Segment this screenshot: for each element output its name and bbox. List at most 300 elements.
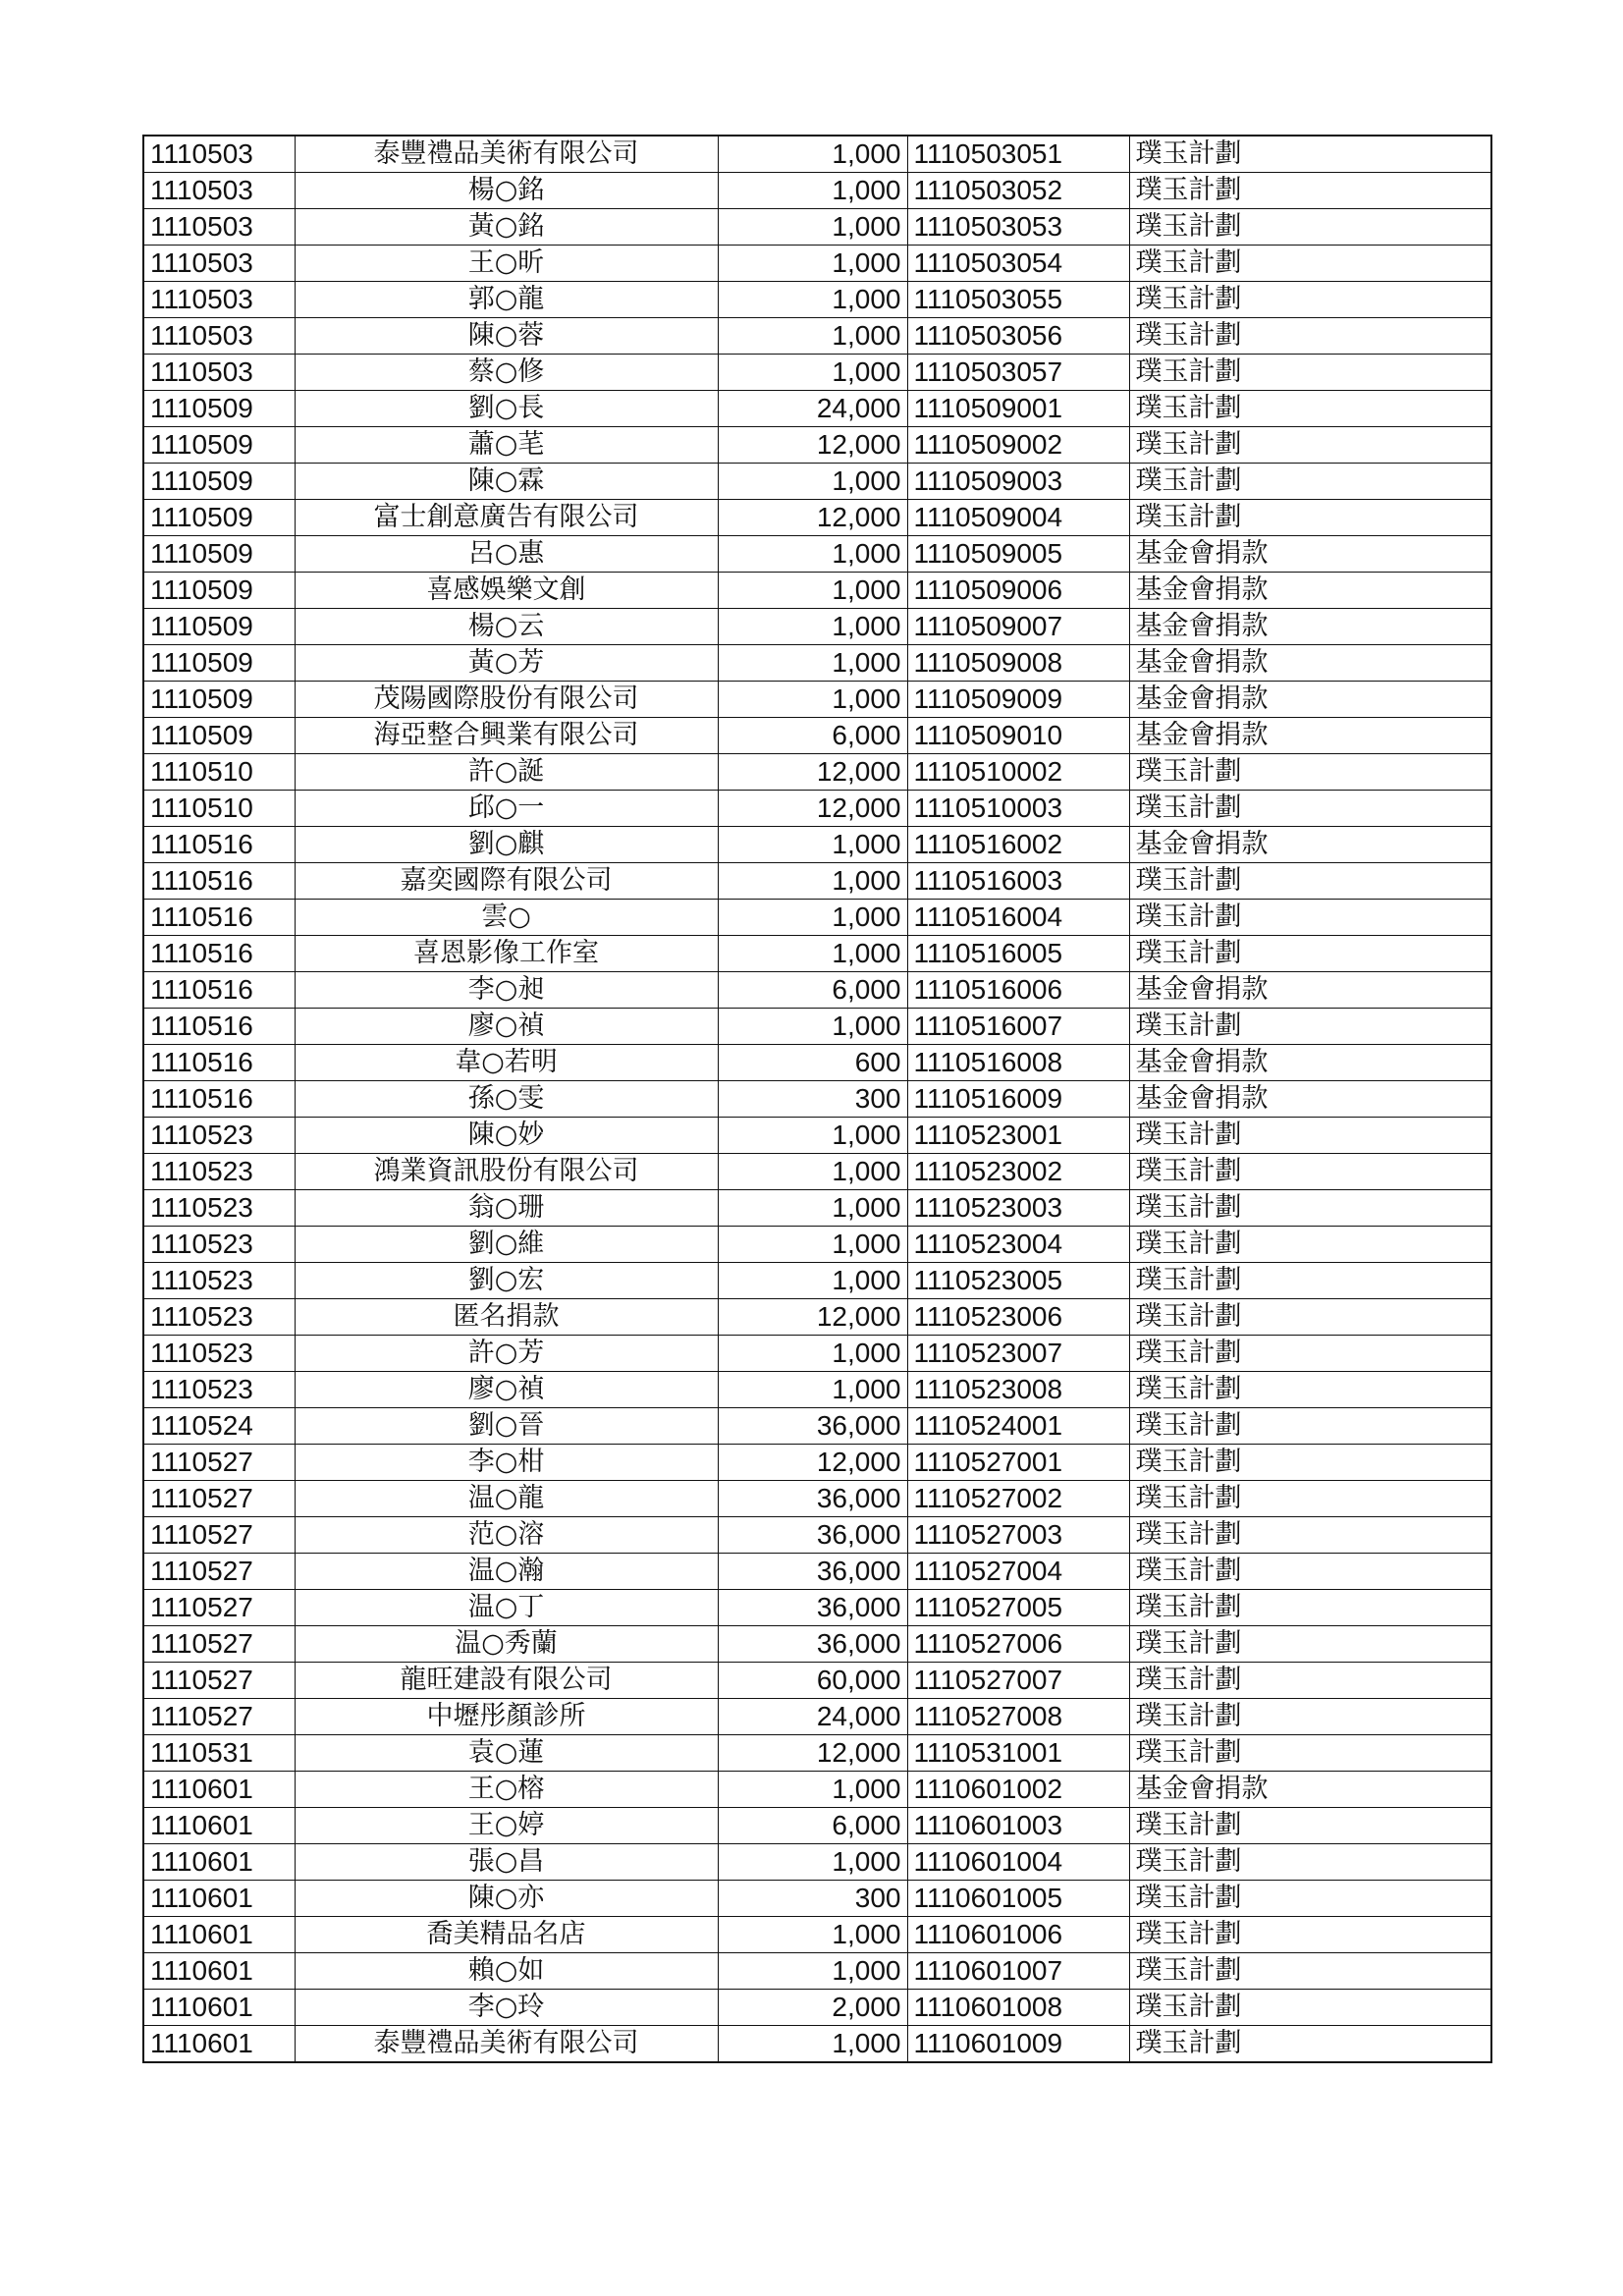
donation-amount: 1,000 [718, 464, 907, 500]
donation-date: 1110516 [143, 1009, 295, 1045]
receipt-number: 1110509003 [907, 464, 1129, 500]
receipt-number: 1110503052 [907, 173, 1129, 209]
table-row [143, 1408, 1491, 1445]
donation-amount: 12,000 [718, 427, 907, 464]
donation-amount: 1,000 [718, 1009, 907, 1045]
donation-purpose: 璞玉計劃 [1129, 1663, 1491, 1699]
donation-purpose: 璞玉計劃 [1129, 173, 1491, 209]
donation-date: 1110503 [143, 318, 295, 355]
donor-name: 韋○若明 [295, 1045, 718, 1081]
donation-date: 1110510 [143, 791, 295, 827]
donation-amount: 300 [718, 1081, 907, 1118]
donor-name: 楊○云 [295, 609, 718, 645]
donor-name: 陳○妙 [295, 1118, 718, 1154]
donation-amount: 6,000 [718, 972, 907, 1009]
donation-purpose: 璞玉計劃 [1129, 900, 1491, 936]
table-row [143, 1190, 1491, 1227]
donation-date: 1110516 [143, 936, 295, 972]
donor-name: 喬美精品名店 [295, 1917, 718, 1953]
donation-amount: 12,000 [718, 500, 907, 536]
receipt-number: 1110503054 [907, 246, 1129, 282]
donation-date: 1110523 [143, 1299, 295, 1336]
donation-date: 1110509 [143, 536, 295, 573]
donation-amount: 36,000 [718, 1408, 907, 1445]
donation-date: 1110527 [143, 1699, 295, 1735]
donation-purpose: 璞玉計劃 [1129, 1372, 1491, 1408]
receipt-number: 1110509009 [907, 682, 1129, 718]
donation-purpose: 璞玉計劃 [1129, 1881, 1491, 1917]
donor-name: 許○芳 [295, 1336, 718, 1372]
table-row [143, 1009, 1491, 1045]
receipt-number: 1110516002 [907, 827, 1129, 863]
table-row [143, 754, 1491, 791]
donation-date: 1110523 [143, 1263, 295, 1299]
donation-purpose: 基金會捐款 [1129, 573, 1491, 609]
table-row [143, 536, 1491, 573]
donation-amount: 1,000 [718, 645, 907, 682]
donation-date: 1110531 [143, 1735, 295, 1772]
donation-date: 1110509 [143, 427, 295, 464]
donation-purpose: 璞玉計劃 [1129, 1481, 1491, 1517]
donation-purpose: 璞玉計劃 [1129, 1953, 1491, 1990]
donation-amount: 6,000 [718, 718, 907, 754]
donation-date: 1110601 [143, 1953, 295, 1990]
donation-purpose: 璞玉計劃 [1129, 936, 1491, 972]
donation-purpose: 基金會捐款 [1129, 682, 1491, 718]
donation-amount: 12,000 [718, 1445, 907, 1481]
donation-date: 1110503 [143, 246, 295, 282]
donation-purpose: 基金會捐款 [1129, 1772, 1491, 1808]
donation-purpose: 璞玉計劃 [1129, 1445, 1491, 1481]
donation-purpose: 璞玉計劃 [1129, 1009, 1491, 1045]
table-row [143, 173, 1491, 209]
donation-purpose: 璞玉計劃 [1129, 791, 1491, 827]
donation-purpose: 璞玉計劃 [1129, 1408, 1491, 1445]
donation-amount: 12,000 [718, 1299, 907, 1336]
donation-date: 1110509 [143, 464, 295, 500]
donation-table-body [143, 136, 1491, 2062]
donor-name: 廖○禎 [295, 1372, 718, 1408]
donor-name: 袁○蓮 [295, 1735, 718, 1772]
donor-name: 許○誕 [295, 754, 718, 791]
donation-amount: 300 [718, 1881, 907, 1917]
table-row [143, 1844, 1491, 1881]
donation-amount: 1,000 [718, 1372, 907, 1408]
donor-name: 海亞整合興業有限公司 [295, 718, 718, 754]
receipt-number: 1110523002 [907, 1154, 1129, 1190]
donation-date: 1110601 [143, 2026, 295, 2063]
receipt-number: 1110527008 [907, 1699, 1129, 1735]
donation-date: 1110601 [143, 1917, 295, 1953]
donation-date: 1110601 [143, 1881, 295, 1917]
donation-purpose: 璞玉計劃 [1129, 464, 1491, 500]
donor-name: 范○溶 [295, 1517, 718, 1554]
receipt-number: 1110503053 [907, 209, 1129, 246]
receipt-number: 1110523008 [907, 1372, 1129, 1408]
donation-date: 1110523 [143, 1336, 295, 1372]
donation-date: 1110509 [143, 391, 295, 427]
donation-amount: 36,000 [718, 1481, 907, 1517]
table-row [143, 1881, 1491, 1917]
donor-name: 李○玲 [295, 1990, 718, 2026]
table-row [143, 645, 1491, 682]
table-row [143, 718, 1491, 754]
donation-amount: 2,000 [718, 1990, 907, 2026]
donation-amount: 1,000 [718, 900, 907, 936]
table-row [143, 1118, 1491, 1154]
donor-name: 李○柑 [295, 1445, 718, 1481]
donor-name: 郭○龍 [295, 282, 718, 318]
receipt-number: 1110523004 [907, 1227, 1129, 1263]
donation-purpose: 璞玉計劃 [1129, 754, 1491, 791]
receipt-number: 1110601003 [907, 1808, 1129, 1844]
receipt-number: 1110516009 [907, 1081, 1129, 1118]
donation-date: 1110510 [143, 754, 295, 791]
table-row [143, 1517, 1491, 1554]
donation-purpose: 璞玉計劃 [1129, 1990, 1491, 2026]
table-row [143, 282, 1491, 318]
donation-amount: 1,000 [718, 1953, 907, 1990]
donation-purpose: 璞玉計劃 [1129, 1626, 1491, 1663]
receipt-number: 1110601009 [907, 2026, 1129, 2063]
donation-date: 1110527 [143, 1445, 295, 1481]
table-row [143, 500, 1491, 536]
donor-name: 温○丁 [295, 1590, 718, 1626]
donation-amount: 1,000 [718, 609, 907, 645]
donation-purpose: 璞玉計劃 [1129, 1299, 1491, 1336]
donation-amount: 1,000 [718, 1336, 907, 1372]
donation-amount: 1,000 [718, 1772, 907, 1808]
donation-date: 1110601 [143, 1844, 295, 1881]
donation-amount: 1,000 [718, 136, 907, 173]
donation-purpose: 基金會捐款 [1129, 827, 1491, 863]
donation-purpose: 璞玉計劃 [1129, 1118, 1491, 1154]
donation-amount: 60,000 [718, 1663, 907, 1699]
donation-date: 1110601 [143, 1808, 295, 1844]
table-row [143, 1045, 1491, 1081]
donation-date: 1110524 [143, 1408, 295, 1445]
donor-name: 温○瀚 [295, 1554, 718, 1590]
donor-name: 廖○禎 [295, 1009, 718, 1045]
receipt-number: 1110516008 [907, 1045, 1129, 1081]
donor-name: 黃○銘 [295, 209, 718, 246]
donation-date: 1110516 [143, 827, 295, 863]
donation-date: 1110503 [143, 282, 295, 318]
receipt-number: 1110516007 [907, 1009, 1129, 1045]
donation-amount: 1,000 [718, 1118, 907, 1154]
donation-purpose: 璞玉計劃 [1129, 1917, 1491, 1953]
table-row [143, 1554, 1491, 1590]
table-row [143, 1372, 1491, 1408]
table-row [143, 1445, 1491, 1481]
donation-amount: 1,000 [718, 863, 907, 900]
table-row [143, 1481, 1491, 1517]
table-row [143, 355, 1491, 391]
donor-name: 翁○珊 [295, 1190, 718, 1227]
donor-name: 李○昶 [295, 972, 718, 1009]
table-row [143, 827, 1491, 863]
donation-amount: 1,000 [718, 682, 907, 718]
table-row [143, 464, 1491, 500]
donation-date: 1110516 [143, 900, 295, 936]
donation-date: 1110523 [143, 1154, 295, 1190]
table-row [143, 863, 1491, 900]
donation-date: 1110523 [143, 1118, 295, 1154]
table-row [143, 1953, 1491, 1990]
donor-name: 温○秀蘭 [295, 1626, 718, 1663]
donor-name: 劉○維 [295, 1227, 718, 1263]
donation-date: 1110527 [143, 1663, 295, 1699]
table-row [143, 1735, 1491, 1772]
donor-name: 陳○蓉 [295, 318, 718, 355]
donor-name: 喜恩影像工作室 [295, 936, 718, 972]
donor-name: 陳○霖 [295, 464, 718, 500]
donation-amount: 1,000 [718, 936, 907, 972]
donor-name: 張○昌 [295, 1844, 718, 1881]
donation-amount: 1,000 [718, 1190, 907, 1227]
table-row [143, 1299, 1491, 1336]
donor-name: 陳○亦 [295, 1881, 718, 1917]
receipt-number: 1110523006 [907, 1299, 1129, 1336]
donation-date: 1110509 [143, 573, 295, 609]
donation-date: 1110503 [143, 136, 295, 173]
donation-date: 1110516 [143, 972, 295, 1009]
donation-amount: 1,000 [718, 2026, 907, 2063]
receipt-number: 1110531001 [907, 1735, 1129, 1772]
receipt-number: 1110510002 [907, 754, 1129, 791]
receipt-number: 1110524001 [907, 1408, 1129, 1445]
receipt-number: 1110523003 [907, 1190, 1129, 1227]
donor-name: 喜感娛樂文創 [295, 573, 718, 609]
donation-date: 1110509 [143, 718, 295, 754]
donor-name: 雲○ [295, 900, 718, 936]
receipt-number: 1110516005 [907, 936, 1129, 972]
donor-name: 泰豐禮品美術有限公司 [295, 2026, 718, 2063]
receipt-number: 1110523005 [907, 1263, 1129, 1299]
table-row [143, 900, 1491, 936]
table-row [143, 609, 1491, 645]
table-row [143, 682, 1491, 718]
donor-name: 賴○如 [295, 1953, 718, 1990]
donor-name: 蕭○芼 [295, 427, 718, 464]
donation-purpose: 璞玉計劃 [1129, 1844, 1491, 1881]
table-row [143, 936, 1491, 972]
donation-amount: 1,000 [718, 1263, 907, 1299]
donor-name: 鴻業資訊股份有限公司 [295, 1154, 718, 1190]
donation-date: 1110527 [143, 1554, 295, 1590]
receipt-number: 1110503057 [907, 355, 1129, 391]
donation-date: 1110509 [143, 682, 295, 718]
table-row [143, 1227, 1491, 1263]
table-row [143, 1663, 1491, 1699]
receipt-number: 1110523007 [907, 1336, 1129, 1372]
table-row [143, 1808, 1491, 1844]
donation-purpose: 基金會捐款 [1129, 718, 1491, 754]
receipt-number: 1110527004 [907, 1554, 1129, 1590]
receipt-number: 1110509004 [907, 500, 1129, 536]
table-row [143, 136, 1491, 173]
donation-purpose: 璞玉計劃 [1129, 355, 1491, 391]
donation-date: 1110523 [143, 1372, 295, 1408]
table-row [143, 1699, 1491, 1735]
donation-amount: 1,000 [718, 1154, 907, 1190]
donation-amount: 1,000 [718, 1844, 907, 1881]
donation-amount: 1,000 [718, 1917, 907, 1953]
donor-name: 温○龍 [295, 1481, 718, 1517]
donation-purpose: 璞玉計劃 [1129, 427, 1491, 464]
donation-amount: 1,000 [718, 827, 907, 863]
donation-purpose: 基金會捐款 [1129, 536, 1491, 573]
donation-purpose: 基金會捐款 [1129, 1045, 1491, 1081]
donation-purpose: 基金會捐款 [1129, 972, 1491, 1009]
donation-amount: 600 [718, 1045, 907, 1081]
receipt-number: 1110527003 [907, 1517, 1129, 1554]
table-row [143, 209, 1491, 246]
donation-amount: 12,000 [718, 754, 907, 791]
table-row [143, 1772, 1491, 1808]
receipt-number: 1110509001 [907, 391, 1129, 427]
receipt-number: 1110516003 [907, 863, 1129, 900]
donation-date: 1110527 [143, 1626, 295, 1663]
donation-purpose: 璞玉計劃 [1129, 1263, 1491, 1299]
donor-name: 楊○銘 [295, 173, 718, 209]
table-row [143, 318, 1491, 355]
table-row [143, 1263, 1491, 1299]
donor-name: 富士創意廣告有限公司 [295, 500, 718, 536]
donation-date: 1110527 [143, 1517, 295, 1554]
table-row [143, 1590, 1491, 1626]
donation-date: 1110509 [143, 500, 295, 536]
table-row [143, 391, 1491, 427]
donation-amount: 1,000 [718, 282, 907, 318]
receipt-number: 1110527001 [907, 1445, 1129, 1481]
donation-purpose: 璞玉計劃 [1129, 1735, 1491, 1772]
donation-date: 1110503 [143, 355, 295, 391]
donation-date: 1110503 [143, 173, 295, 209]
receipt-number: 1110527005 [907, 1590, 1129, 1626]
donor-name: 龍旺建設有限公司 [295, 1663, 718, 1699]
donation-date: 1110503 [143, 209, 295, 246]
donation-amount: 6,000 [718, 1808, 907, 1844]
table-row [143, 1626, 1491, 1663]
receipt-number: 1110527007 [907, 1663, 1129, 1699]
table-row [143, 791, 1491, 827]
receipt-number: 1110527002 [907, 1481, 1129, 1517]
receipt-number: 1110527006 [907, 1626, 1129, 1663]
table-row [143, 1990, 1491, 2026]
donation-amount: 1,000 [718, 209, 907, 246]
donation-date: 1110523 [143, 1190, 295, 1227]
donor-name: 蔡○修 [295, 355, 718, 391]
receipt-number: 1110601004 [907, 1844, 1129, 1881]
donation-purpose: 璞玉計劃 [1129, 318, 1491, 355]
donation-amount: 1,000 [718, 573, 907, 609]
donation-purpose: 璞玉計劃 [1129, 391, 1491, 427]
donation-amount: 1,000 [718, 1227, 907, 1263]
donor-name: 邱○一 [295, 791, 718, 827]
donor-name: 呂○惠 [295, 536, 718, 573]
donation-purpose: 璞玉計劃 [1129, 246, 1491, 282]
receipt-number: 1110516006 [907, 972, 1129, 1009]
receipt-number: 1110601006 [907, 1917, 1129, 1953]
donation-table [142, 135, 1492, 2063]
table-row [143, 972, 1491, 1009]
receipt-number: 1110509002 [907, 427, 1129, 464]
donation-date: 1110516 [143, 1081, 295, 1118]
receipt-number: 1110523001 [907, 1118, 1129, 1154]
receipt-number: 1110509006 [907, 573, 1129, 609]
donation-purpose: 基金會捐款 [1129, 1081, 1491, 1118]
donation-purpose: 璞玉計劃 [1129, 209, 1491, 246]
donation-purpose: 璞玉計劃 [1129, 282, 1491, 318]
donation-purpose: 璞玉計劃 [1129, 500, 1491, 536]
donation-purpose: 璞玉計劃 [1129, 1154, 1491, 1190]
receipt-number: 1110509008 [907, 645, 1129, 682]
donation-amount: 1,000 [718, 355, 907, 391]
donation-amount: 12,000 [718, 791, 907, 827]
donor-name: 王○榕 [295, 1772, 718, 1808]
donor-name: 王○昕 [295, 246, 718, 282]
receipt-number: 1110509005 [907, 536, 1129, 573]
donation-purpose: 璞玉計劃 [1129, 863, 1491, 900]
donor-name: 劉○晉 [295, 1408, 718, 1445]
donor-name: 中壢彤顏診所 [295, 1699, 718, 1735]
donation-purpose: 璞玉計劃 [1129, 2026, 1491, 2063]
donation-date: 1110516 [143, 1045, 295, 1081]
donation-amount: 36,000 [718, 1626, 907, 1663]
donation-purpose: 璞玉計劃 [1129, 1590, 1491, 1626]
donation-purpose: 璞玉計劃 [1129, 1227, 1491, 1263]
donation-amount: 1,000 [718, 246, 907, 282]
table-row [143, 1154, 1491, 1190]
donation-amount: 24,000 [718, 391, 907, 427]
donation-purpose: 基金會捐款 [1129, 645, 1491, 682]
donation-amount: 36,000 [718, 1517, 907, 1554]
donation-purpose: 璞玉計劃 [1129, 1554, 1491, 1590]
donation-date: 1110509 [143, 645, 295, 682]
donation-amount: 24,000 [718, 1699, 907, 1735]
donation-purpose: 璞玉計劃 [1129, 1336, 1491, 1372]
donation-purpose: 璞玉計劃 [1129, 1517, 1491, 1554]
donation-amount: 12,000 [718, 1735, 907, 1772]
donation-purpose: 基金會捐款 [1129, 609, 1491, 645]
donation-date: 1110601 [143, 1990, 295, 2026]
table-row [143, 427, 1491, 464]
donation-date: 1110601 [143, 1772, 295, 1808]
donor-name: 匿名捐款 [295, 1299, 718, 1336]
donor-name: 茂陽國際股份有限公司 [295, 682, 718, 718]
donor-name: 黃○芳 [295, 645, 718, 682]
donor-name: 泰豐禮品美術有限公司 [295, 136, 718, 173]
donation-date: 1110527 [143, 1481, 295, 1517]
receipt-number: 1110601007 [907, 1953, 1129, 1990]
donation-amount: 1,000 [718, 318, 907, 355]
receipt-number: 1110503055 [907, 282, 1129, 318]
donor-name: 王○婷 [295, 1808, 718, 1844]
donor-name: 劉○長 [295, 391, 718, 427]
table-row [143, 1917, 1491, 1953]
table-row [143, 573, 1491, 609]
donation-amount: 36,000 [718, 1554, 907, 1590]
donor-name: 劉○宏 [295, 1263, 718, 1299]
receipt-number: 1110601005 [907, 1881, 1129, 1917]
receipt-number: 1110601008 [907, 1990, 1129, 2026]
donation-amount: 36,000 [718, 1590, 907, 1626]
donation-purpose: 璞玉計劃 [1129, 136, 1491, 173]
donor-name: 劉○麒 [295, 827, 718, 863]
donation-purpose: 璞玉計劃 [1129, 1190, 1491, 1227]
donation-date: 1110509 [143, 609, 295, 645]
